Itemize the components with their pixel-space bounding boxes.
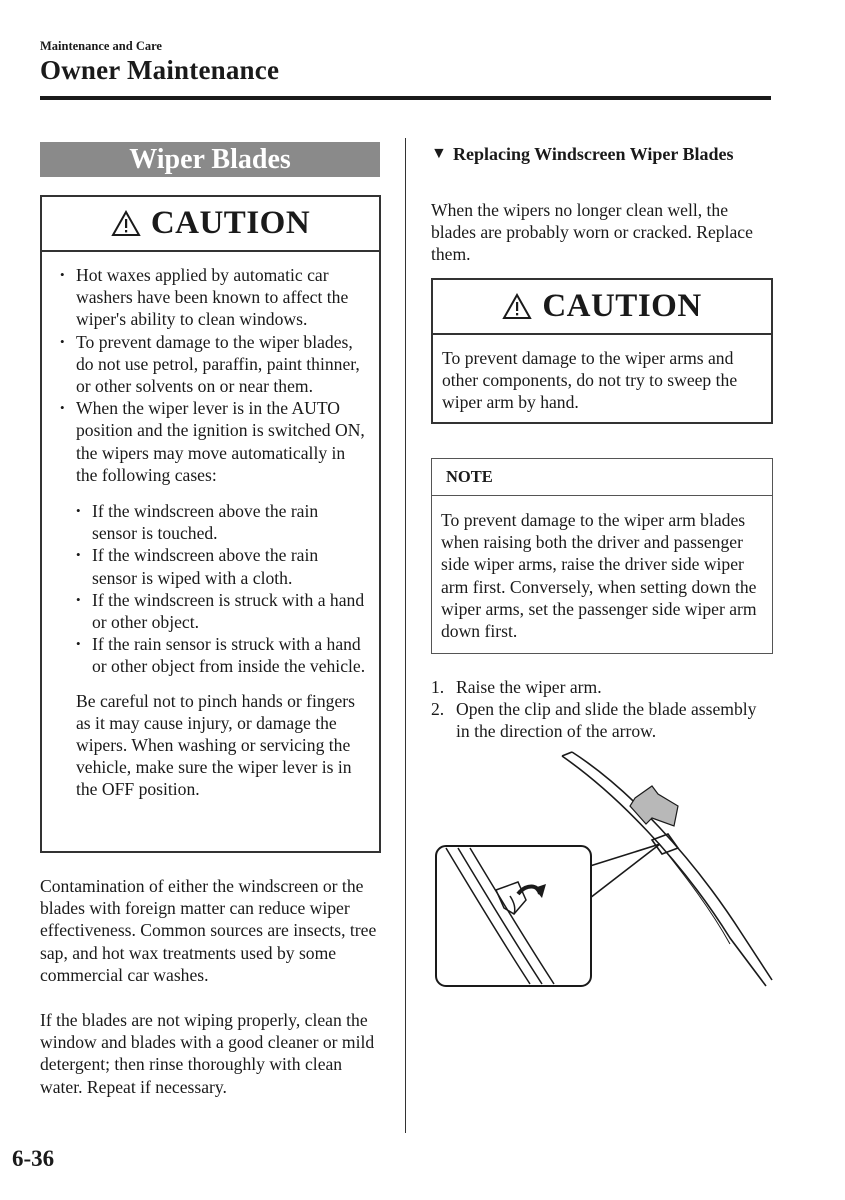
warning-triangle-icon — [111, 210, 141, 237]
page-number: 6-36 — [12, 1146, 55, 1171]
warning-triangle-icon — [502, 293, 532, 320]
list-item: • To prevent damage to the wiper blades, do not use petrol, paraffin, paint thinner, or other solvents on or near them. — [60, 331, 367, 398]
caution-box-right — [431, 278, 773, 424]
caution-header — [42, 197, 379, 252]
note-heading: NOTE — [432, 459, 772, 496]
list-item: • If the windscreen above the rain sensor is wiped with a cloth. — [76, 544, 367, 588]
caution-sub-bullet-list — [76, 500, 367, 678]
header-rule — [40, 96, 771, 100]
caution-heading: CAUTION — [542, 288, 702, 324]
step-number: 2. — [431, 699, 445, 720]
list-item: • Hot waxes applied by automatic car washers have been known to affect the wiper's ability to clean windows. — [60, 264, 367, 331]
paragraph: Contamination of either the windscreen or the blades with foreign matter can reduce wiper effectiveness. Common sources are insects, tree sap, and hot wax treatments used by some commercial car washes. — [40, 876, 377, 985]
section-title: Wiper Blades — [40, 142, 380, 177]
triangle-down-icon: ▼ — [431, 145, 447, 162]
detail-inset — [436, 846, 591, 986]
caution-header — [433, 280, 771, 335]
intro-paragraph: When the wipers no longer clean well, the blades are probably worn or cracked. Replace them. — [431, 200, 753, 265]
list-item: • If the rain sensor is struck with a hand or other object from inside the vehicle. — [76, 633, 367, 677]
paragraph: If the blades are not wiping properly, clean the window and blades with a good cleaner or mild detergent; then rinse thoroughly with clean water. Repeat if necessary. — [40, 1010, 375, 1097]
list-item: • If the windscreen is struck with a hand or other object. — [76, 589, 367, 633]
caution-heading: CAUTION — [150, 205, 311, 241]
list-item: • When the wiper lever is in the AUTO position and the ignition is switched ON, the wipers may move automatically in the following cases: — [60, 397, 367, 486]
note-text: To prevent damage to the wiper arm blades when raising both the driver and passenger side wiper arms, raise the driver side wiper arm first. Conversely, when setting down the wiper arms, set the passenger side wiper arm down first. — [441, 510, 757, 642]
page-title: Owner Maintenance — [40, 55, 280, 85]
running-section-label: Maintenance and Care — [40, 39, 162, 53]
caution-text: To prevent damage to the wiper arms and other components, do not try to sweep the wiper arm by hand. — [442, 348, 738, 413]
column-divider — [405, 138, 406, 1133]
wiper-blade-illustration — [430, 748, 775, 993]
subsection-heading-text: Replacing Windscreen Wiper Blades — [453, 144, 734, 164]
step-text: Raise the wiper arm. — [456, 677, 602, 697]
caution-box-left — [40, 195, 381, 853]
list-item: • If the windscreen above the rain sensor is touched. — [76, 500, 367, 544]
steps-list — [431, 676, 771, 743]
list-item — [431, 676, 771, 698]
step-number: 1. — [431, 677, 445, 697]
caution-bullet-list — [60, 264, 367, 486]
subsection-heading — [431, 143, 761, 165]
caution-body — [42, 252, 379, 801]
list-item — [431, 698, 771, 742]
caution-closing-text: Be careful not to pinch hands or fingers as it may cause injury, or damage the wipers. When washing or servicing the vehicle, make sure the wiper lever is in the OFF position. — [76, 690, 355, 800]
note-box — [431, 458, 773, 654]
step-text: Open the clip and slide the blade assembly in the direction of the arrow. — [456, 699, 757, 742]
